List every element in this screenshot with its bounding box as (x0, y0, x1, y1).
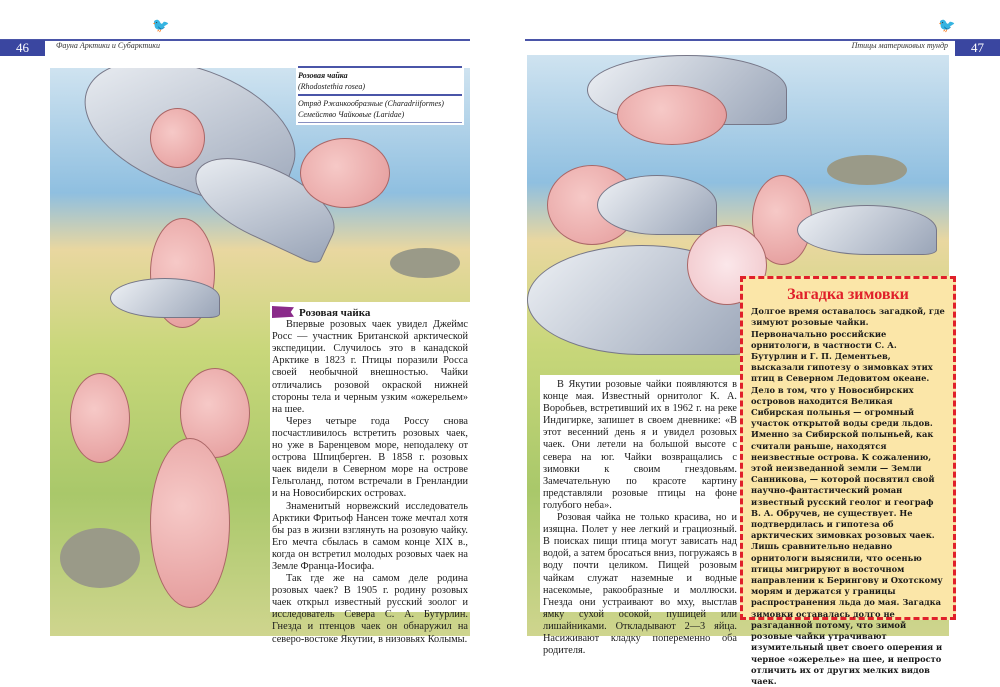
flag-icon (272, 306, 294, 318)
paragraph: В Якутии розовые чайки появляются в конце мая. Известный орнитолог К. А. Воробьев, встретивший их в 1962 г. на реке Индигирке, запишет в своем дневнике: «В этот весенний день я и увидел розовых чаек. Они летели на большой высоте с севера на юг. Чайки возвращались с зимовки к своим гнездовьям. Замечательную по красоте картину представляли розовые птицы на фоне голубого неба». (543, 379, 737, 511)
box-paragraph: Дело в том, что у Новосибирских островов находится Великая Сибирская полынья — огромный участок открытой воды среди льдов. Именно за Сибирской полыньей, как считали раньше, находятся неизвестные острова. К сожалению, этой неизведанной земли — Земли Санникова, — которой посвятил свой научно-фантастический роман известный русский геолог и географ В. А. Обручев, не существует. Не подтвердилась и гипотеза об арктических зимовках розовых чаек. (751, 384, 935, 541)
sidebar-box (740, 276, 956, 686)
page-number: 47 (955, 40, 1000, 56)
box-paragraph: Долгое время оставалось загадкой, где зимуют розовые чайки. Первоначально российские орнитологи, в частности С. А. Бутурлин и Г. П. Дементьев, высказали гипотезу о зимовках этих птиц в Северном Ледовитом океане. (751, 306, 945, 384)
paragraph: Так где же на самом деле родина розовых чаек? В 1905 г. родину розовых чаек открыл известный русский зоолог и исследователь Севера С. А. Бутурлин. Гнезда и птенцов чаек он обнаружил на северо-востоке Якутии, в низовьях Колымы. (272, 573, 468, 645)
paragraph: Знаменитый норвежский исследователь Арктики Фритьоф Нансен тоже мечтал хотя бы раз в жизни взглянуть на розовую чайку. Его мечта сбылась в самом конце XIX в., когда он встретил молодых розовых чаек на Земле Франца-Иосифа. (272, 500, 468, 572)
box-paragraph: Лишь сравнительно недавно орнитологи выяснили, что осенью птицы мигрируют в восточном направлении к Берингову и Охотскому морям и держатся у границы распространения льда до мая. Загадка зимовки оставалась долго не разгаданной потому, что зимой розовые чайки утрачивают изумительный цвет своего оперения и черное «ожерелье» на шее, и непросто отличить их от других мелких видов чаек. (751, 541, 943, 686)
bird-logo-icon: 🐦 (152, 19, 170, 34)
paragraph: Через четыре года Россу снова посчастливилось встретить розовых чаек, но уже в Баренцевом море, неподалеку от острова Шпицберген. В 1858 г. розовых чаек видели в Северном море на острове Гельголанд, потом встречали в Гренландии и на Новосибирских островах. (272, 415, 468, 500)
running-title: Птицы материковых тундр (851, 41, 948, 50)
species-infobox (296, 64, 464, 125)
right-page (500, 0, 1000, 686)
left-page (0, 0, 500, 656)
species-latin: (Rhodostethia rosea) (298, 82, 366, 91)
article-heading: Розовая чайка (299, 307, 371, 319)
species-name: Розовая чайка (298, 71, 348, 80)
article-text (540, 375, 740, 657)
paragraph: Впервые розовых чаек увидел Джеймс Росс — участник Британской арктической экспедиции. Случилось это в канадской Арктике в 1823 г. Птицы поразили Росса своей необычной внешностью. Чайки отличались розовой окраской нижней стороны тела и черным узким «ожерельем» на шее. (272, 319, 468, 415)
species-order: Отряд Ржанкообразные (Charadriiformes) (298, 99, 444, 108)
article-text (270, 302, 470, 645)
bird-logo-icon: 🐦 (938, 19, 956, 34)
box-title: Загадка зимовки (787, 286, 909, 303)
paragraph: Розовая чайка не только красива, но и изящна. Полет у нее легкий и грациозный. В поисках пищи птица могут зависать над водой, а затем бросаться вниз, погружаясь в воду почти целиком. Пищей розовым чайкам служат наземные и водные насекомые, ракообразные и моллюски. Гнезда они устраивают во мху, выстлав ямку сухой осокой, пушицей или лишайниками. Откладывают 2—3 яйца. Насиживают кладку попеременно оба родителя. (543, 512, 737, 657)
running-title: Фауна Арктики и Субарктики (56, 41, 160, 50)
species-family: Семейство Чайковые (Laridae) (298, 110, 405, 119)
page-number: 46 (0, 40, 45, 56)
